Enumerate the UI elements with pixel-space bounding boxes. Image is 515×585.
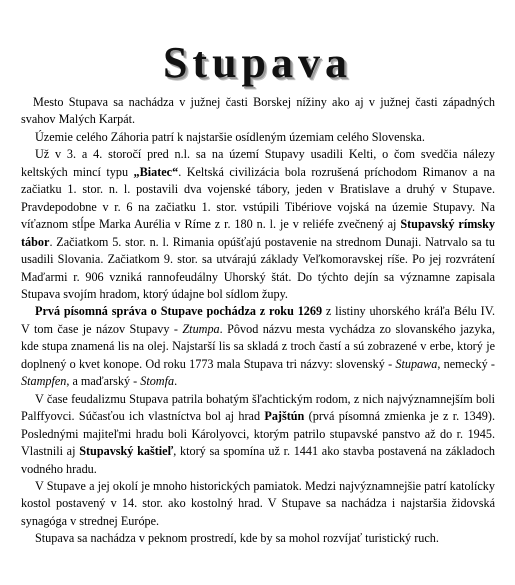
text-span: (prvá písomná zmienka je z r. 1349). Poslednými majiteľmi hradu boli Károlyovci, ktorým patrilo stupavské panstvo až do r. 1945. Vlastnili aj — [21, 409, 495, 459]
text-span: Už v 3. a 4. storočí pred n.l. sa na území Stupavy usadili Kelti, o čom svedčia nálezy keltských mincí typu — [21, 147, 495, 179]
paragraph-intro: Mesto Stupava sa nachádza v južnej časti Borskej nížiny ako aj v južnej časti západných svahov Malých Karpát. — [21, 95, 495, 127]
paragraph-zahorie: Územie celého Záhoria patrí k najstaršie osídleným územiam celého Slovenska. — [35, 129, 425, 144]
text-span: , nemecký - — [437, 356, 495, 371]
text-span: V čase feudalizmu Stupava patrila bohatým šľachtickým rodom, z nich najvýznamnejším boli Palffyovci. Súčasťou ich vlastníctva bol aj hrad — [21, 391, 495, 424]
italic-name-ztumpa: Ztumpa — [182, 321, 220, 336]
bold-first-mention: Prvá písomná správa o Stupave pochádza z roku 1269 — [35, 304, 323, 319]
article-body — [21, 94, 495, 548]
bold-pajstun: Pajštún — [264, 409, 305, 424]
bold-biatec: „Biatec“ — [133, 164, 179, 179]
text-span: . Keltská civilizácia bola rozrušená príchodom Rimanov a na začiatku 1. stor. n. l. postavili dva vojenské tábory, jeden v Bratislave a druhý v Stupave. Pravdepodobne v r. 6 na začiatku 1. stor. vstúpili Tibériove vojská na územie Stupavy. Na víťaznom stĺpe Marka Aurélia v Ríme z r. 180 n. l. je v reliéfe zvečnený aj — [21, 164, 495, 232]
text-span: . Pôvod názvu mesta vychádza zo slovanského jazyka, kde stupa znamená lis na olej. Najstarší lis sa skladá z troch častí a sú zobrazené v erbe, ktorý je doplnený o kvet konope. Od roku 1773 mala Stupava tri názvy: slovenský - — [21, 321, 495, 371]
paragraph-monuments: V Stupave a jej okolí je mnoho historických pamiatok. Medzi najvýznamnejšie patrí katolícky kostol postavený v 14. stor. ako kostolný hrad. V Stupave sa nachádza i najstaršia židovská synagóga v strednej Európe. — [21, 478, 495, 528]
page-title: Stupava — [162, 38, 353, 88]
text-span: . Začiatkom 5. stor. n. l. Rimania opúšťajú postavenie na strednom Dunaji. Natrvalo sa tu usadili Slovania. Začiatkom 9. stor. sa utvárajú základy Veľkomoravskej ríše. Po jej rozvrátení Maďarmi r. 906 vzniká rannofeudálny Uhorský štát. Do týchto dejín sa významne zapisala Stupava svojím hradom, ktorý údajne bol sídlom župy. — [21, 234, 495, 301]
paragraph-history — [21, 146, 495, 303]
text-span: . — [174, 374, 178, 389]
paragraph-feudalism — [21, 391, 495, 478]
paragraph-tourism: Stupava sa nachádza v peknom prostredí, kde by sa mohol rozvíjať turistický ruch. — [35, 531, 439, 546]
text-span: z listiny uhorského kráľa Bélu IV. V tom čase je názov Stupavy - — [21, 304, 495, 336]
italic-name-stomfa: Stomfa — [140, 374, 175, 389]
italic-name-stupawa: Stupawa — [395, 356, 438, 371]
bold-kastiel: Stupavský kaštieľ — [79, 444, 174, 459]
text-span: , ktorý sa spomína už r. 1441 ako stavba postavená na základoch vodného hradu. — [21, 444, 495, 476]
italic-name-stampfen: Stampfen — [21, 374, 67, 389]
paragraph-first-mention — [21, 303, 495, 390]
bold-roman-camp: Stupavský rímsky tábor — [21, 217, 495, 249]
text-span: , a maďarský - — [66, 374, 141, 389]
